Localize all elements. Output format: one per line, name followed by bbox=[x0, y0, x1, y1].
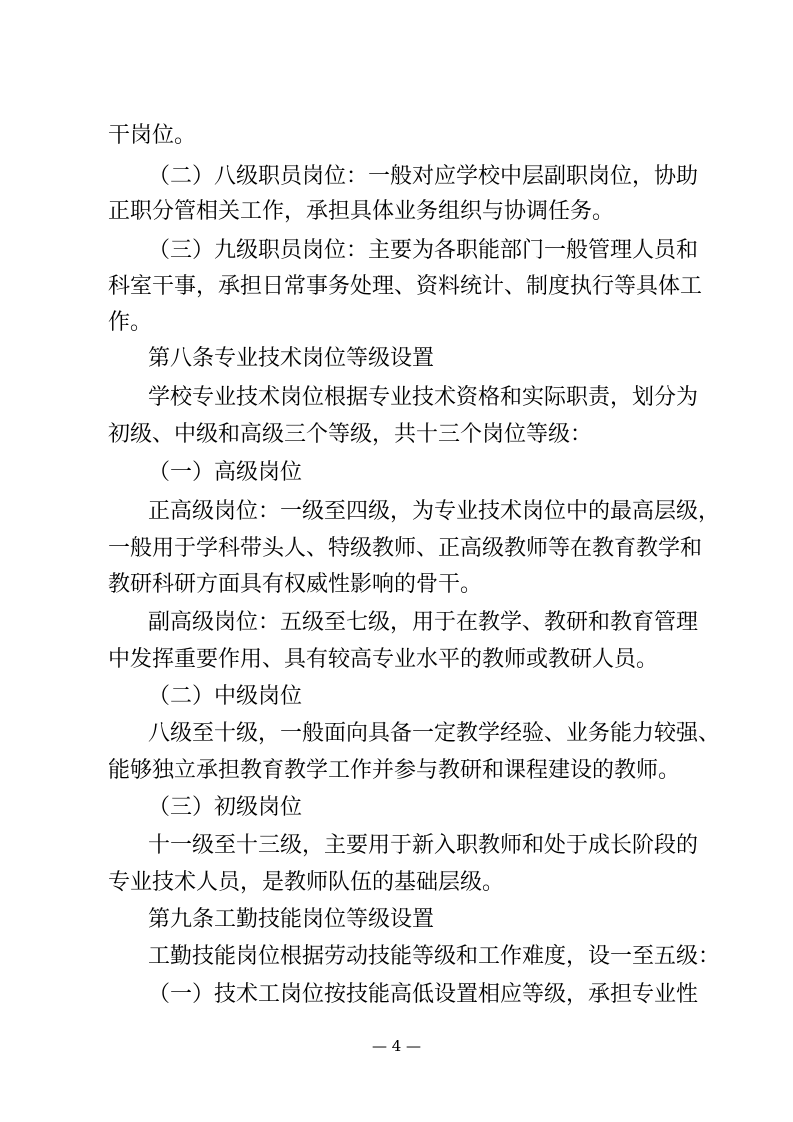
section-heading: 第九条工勤技能岗位等级设置 bbox=[148, 907, 435, 932]
text-line: 十一级至十三级，主要用于新入职教师和处于成长阶段的 bbox=[148, 833, 699, 858]
text-line: 教研科研方面具有权威性影响的骨干。 bbox=[108, 572, 483, 597]
text-line: 中发挥重要作用、具有较高专业水平的教师或教研人员。 bbox=[108, 647, 659, 672]
text-line: 科室干事，承担日常事务处理、资料统计、制度执行等具体工 bbox=[108, 274, 703, 299]
subsection-heading: （二）中级岗位 bbox=[148, 684, 303, 709]
text-line: 作。 bbox=[108, 310, 153, 335]
text-line: 一般用于学科带头人、特级教师、正高级教师等在教育教学和 bbox=[108, 536, 703, 561]
text-line: 正高级岗位：一级至四级，为专业技术岗位中的最高层级， bbox=[148, 499, 721, 524]
text-line: 专业技术人员，是教师队伍的基础层级。 bbox=[108, 870, 505, 895]
subsection-heading: （三）初级岗位 bbox=[148, 795, 303, 820]
text-line: 工勤技能岗位根据劳动技能等级和工作难度，设一至五级： bbox=[148, 944, 721, 969]
page-number: — 4 — bbox=[371, 1037, 422, 1055]
text-line: 副高级岗位：五级至七级，用于在教学、教研和教育管理 bbox=[148, 610, 699, 635]
text-line: （一）技术工岗位按技能高低设置相应等级，承担专业性 bbox=[148, 982, 699, 1007]
text-line: （三）九级职员岗位：主要为各职能部门一般管理人员和 bbox=[148, 238, 699, 263]
text-line: 学校专业技术岗位根据专业技术资格和实际职责，划分为 bbox=[148, 385, 699, 410]
subsection-heading: （一）高级岗位 bbox=[148, 460, 303, 485]
section-heading: 第八条专业技术岗位等级设置 bbox=[148, 346, 435, 371]
text-line: 初级、中级和高级三个等级，共十三个岗位等级： bbox=[108, 422, 593, 447]
text-line: 能够独立承担教育教学工作并参与教研和课程建设的教师。 bbox=[108, 758, 681, 783]
text-line: 正职分管相关工作，承担具体业务组织与协调任务。 bbox=[108, 199, 615, 224]
text-line: 八级至十级，一般面向具备一定教学经验、业务能力较强、 bbox=[148, 721, 721, 746]
text-line: 干岗位。 bbox=[108, 123, 197, 148]
text-line: （二）八级职员岗位：一般对应学校中层副职岗位，协助 bbox=[148, 164, 699, 189]
